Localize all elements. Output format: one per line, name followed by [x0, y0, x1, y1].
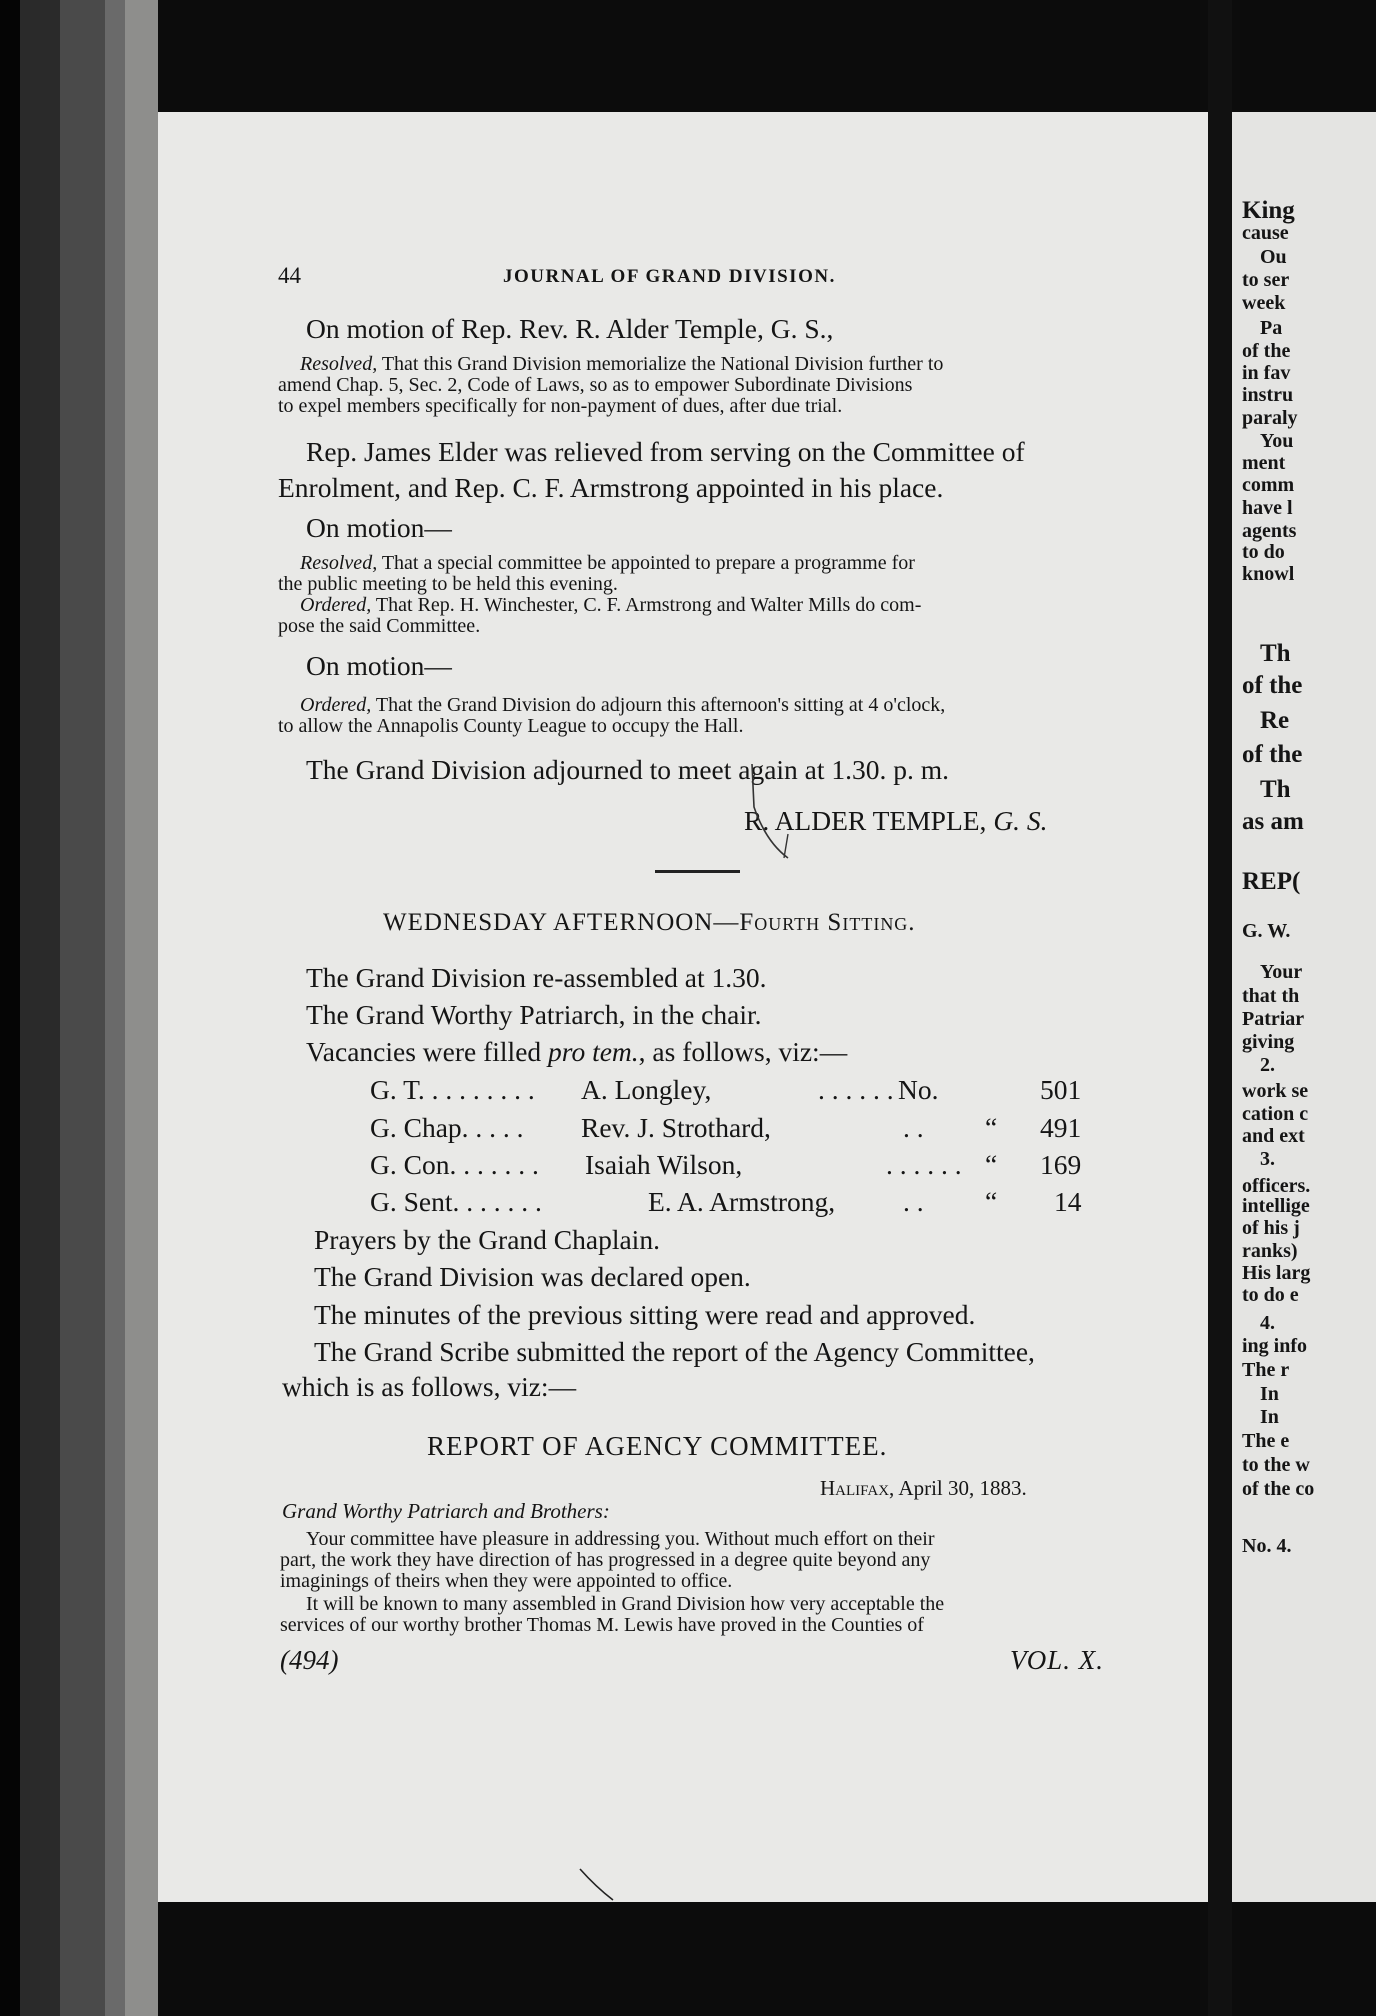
- dots-cell: . .: [903, 1112, 924, 1143]
- adjournment-line: The Grand Division adjourned to meet again at 1.30. p. m.: [306, 754, 950, 785]
- name-cell: Isaiah Wilson,: [585, 1149, 743, 1180]
- left-page: [158, 112, 1208, 1902]
- right-page-line: intellige: [1242, 1195, 1310, 1217]
- report-line: services of our worthy brother Thomas M. Lewis have proved in the Counties of: [280, 1614, 924, 1636]
- resolution-line: the public meeting to be held this evening.: [278, 573, 618, 595]
- right-page-line: You: [1260, 430, 1294, 452]
- right-page-line: of the: [1242, 340, 1291, 362]
- section-heading-main: WEDNESDAY AFTERNOON—: [383, 909, 740, 936]
- paragraph-line: The Grand Division was declared open.: [314, 1261, 751, 1292]
- name-cell: A. Longley,: [581, 1074, 712, 1105]
- right-page-line: ing info: [1242, 1335, 1308, 1357]
- scan-border: [0, 0, 20, 2016]
- order-text: That Rep. H. Winchester, C. F. Armstrong and Walter Mills do com-: [375, 594, 922, 616]
- ordered-word: Ordered,: [300, 694, 372, 716]
- pencil-mark: [578, 1867, 618, 1902]
- report-line: Your committee have pleasure in addressing you. Without much effort on their: [306, 1528, 935, 1550]
- order-line: pose the said Committee.: [278, 615, 481, 637]
- report-salutation: Grand Worthy Patriarch and Brothers:: [282, 1499, 610, 1523]
- resolution-line: [300, 552, 915, 575]
- right-page-line: that th: [1242, 985, 1300, 1007]
- right-page-line: REP(: [1242, 868, 1301, 895]
- right-page-line: to do e: [1242, 1284, 1299, 1306]
- number-cell: 169: [1040, 1149, 1082, 1180]
- dots-cell: . .: [903, 1186, 924, 1217]
- paragraph-line: Prayers by the Grand Chaplain.: [314, 1224, 660, 1255]
- right-page-line: cation c: [1242, 1103, 1309, 1125]
- right-page-line: comm: [1242, 474, 1295, 496]
- right-page-line: have l: [1242, 497, 1293, 519]
- vacancies-intro-text: Vacancies were filled: [306, 1036, 542, 1067]
- right-page-line: of the co: [1242, 1478, 1315, 1500]
- right-page-line: to the w: [1242, 1454, 1310, 1476]
- section-heading: [383, 909, 916, 937]
- right-page-line: 4.: [1260, 1312, 1275, 1334]
- report-line: imaginings of theirs when they were appointed to office.: [280, 1570, 733, 1592]
- office-cell: G. Sent. . . . . . .: [370, 1186, 542, 1217]
- report-dateline: [820, 1477, 1027, 1500]
- right-page-line: giving: [1242, 1031, 1295, 1053]
- right-page-line: as am: [1242, 808, 1304, 835]
- right-page-line: week: [1242, 292, 1286, 314]
- ordered-word: Ordered,: [300, 594, 372, 616]
- section-heading-sub: Fourth Sitting.: [739, 909, 916, 936]
- mark-cell: “: [985, 1149, 998, 1180]
- resolved-word: Resolved,: [300, 552, 378, 574]
- right-page-line: Ou: [1260, 246, 1287, 268]
- right-page-line: Pa: [1260, 317, 1283, 339]
- right-page-line: 2.: [1260, 1054, 1275, 1076]
- number-cell: 14: [1054, 1186, 1082, 1217]
- vacancies-intro-rest: , as follows, viz:—: [638, 1036, 848, 1067]
- book-edge: [60, 0, 105, 2016]
- right-page-line: agents: [1242, 520, 1297, 542]
- motion-intro: On motion—: [306, 512, 452, 543]
- paragraph-line: Rep. James Elder was relieved from serving on the Committee of: [306, 436, 1025, 467]
- number-cell: 491: [1040, 1112, 1082, 1143]
- mark-cell: “: [985, 1186, 998, 1217]
- right-page-line: to do: [1242, 541, 1285, 563]
- motion-intro: On motion of Rep. Rev. R. Alder Temple, G. S.,: [306, 313, 834, 344]
- right-page-line: Th: [1260, 640, 1291, 667]
- book-spine-shadow: [20, 0, 60, 2016]
- office-cell: G. T. . . . . . . . .: [370, 1074, 535, 1105]
- mark-cell: “: [985, 1112, 998, 1143]
- right-page-fragment: [1232, 112, 1376, 1902]
- right-page-line: ranks): [1242, 1240, 1298, 1262]
- report-line: It will be known to many assembled in Grand Division how very acceptable the: [306, 1593, 945, 1615]
- right-page-line: His larg: [1242, 1262, 1311, 1284]
- order-line: to allow the Annapolis County League to occupy the Hall.: [278, 715, 744, 737]
- resolved-word: Resolved,: [300, 353, 378, 375]
- right-page-line: cause: [1242, 222, 1289, 244]
- order-line: [300, 594, 921, 617]
- page-edges: [105, 0, 125, 2016]
- right-page-line: No. 4.: [1242, 1535, 1292, 1557]
- resolution-line: amend Chap. 5, Sec. 2, Code of Laws, so as to empower Subordinate Divisions: [278, 374, 913, 396]
- right-page-line: ment: [1242, 452, 1286, 474]
- right-page-line: Patriar: [1242, 1008, 1305, 1030]
- right-page-line: The r: [1242, 1359, 1290, 1381]
- resolution-text: That this Grand Division memorialize the National Division further to: [381, 353, 944, 375]
- page-edges-inner: [125, 0, 158, 2016]
- paragraph-line: The Grand Division re-assembled at 1.30.: [306, 962, 767, 993]
- report-place: Halifax,: [820, 1476, 895, 1500]
- right-page-line: to ser: [1242, 269, 1290, 291]
- order-line: [300, 694, 945, 717]
- signature-name: R. ALDER TEMPLE,: [744, 805, 987, 836]
- name-cell: E. A. Armstrong,: [648, 1186, 836, 1217]
- paragraph-line: Enrolment, and Rep. C. F. Armstrong appointed in his place.: [278, 472, 944, 503]
- right-page-line: In: [1260, 1383, 1279, 1405]
- paragraph-line: The Grand Scribe submitted the report of the Agency Committee,: [314, 1336, 1035, 1367]
- report-date: April 30, 1883.: [898, 1476, 1027, 1500]
- pencil-mark: [748, 762, 798, 862]
- right-page-line: paraly: [1242, 407, 1298, 429]
- vacancies-intro-italic: pro tem.: [548, 1036, 639, 1067]
- number-cell: 501: [1040, 1074, 1082, 1105]
- name-cell: Rev. J. Strothard,: [581, 1112, 771, 1143]
- right-page-line: King: [1242, 197, 1295, 224]
- office-cell: G. Chap. . . . .: [370, 1112, 524, 1143]
- right-page-line: Re: [1260, 707, 1290, 734]
- motion-intro: On motion—: [306, 650, 452, 681]
- right-page-line: Your: [1260, 961, 1303, 983]
- right-page-line: of the: [1242, 741, 1303, 768]
- footer-left: (494): [280, 1645, 339, 1675]
- right-page-line: instru: [1242, 384, 1294, 406]
- right-page-line: work se: [1242, 1080, 1309, 1102]
- paragraph-line: The minutes of the previous sitting were read and approved.: [314, 1299, 976, 1330]
- gutter: [1208, 0, 1232, 2016]
- right-page-line: Th: [1260, 776, 1291, 803]
- resolution-line: [300, 353, 943, 376]
- right-page-line: G. W.: [1242, 920, 1291, 942]
- vacancies-intro: [306, 1036, 847, 1068]
- right-page-line: knowl: [1242, 563, 1295, 585]
- report-line: part, the work they have direction of has progressed in a degree quite beyond any: [280, 1549, 931, 1571]
- resolution-line: to expel members specifically for non-payment of dues, after due trial.: [278, 395, 843, 417]
- paragraph-line: which is as follows, viz:—: [282, 1371, 577, 1402]
- paragraph-line: The Grand Worthy Patriarch, in the chair.: [306, 999, 762, 1030]
- order-text: That the Grand Division do adjourn this afternoon's sitting at 4 o'clock,: [375, 694, 946, 716]
- right-page-line: in fav: [1242, 362, 1291, 384]
- resolution-text: That a special committee be appointed to prepare a programme for: [381, 552, 915, 574]
- right-page-line: The e: [1242, 1430, 1290, 1452]
- right-page-line: In: [1260, 1406, 1279, 1428]
- dots-cell: . . . . . .: [886, 1149, 962, 1180]
- right-page-line: and ext: [1242, 1125, 1305, 1147]
- office-cell: G. Con. . . . . . .: [370, 1149, 539, 1180]
- right-page-line: 3.: [1260, 1148, 1275, 1170]
- right-page-line: officers.: [1242, 1175, 1311, 1197]
- running-head: JOURNAL OF GRAND DIVISION.: [503, 266, 836, 287]
- dots-cell: . . . . . .: [818, 1074, 894, 1105]
- page-number: 44: [278, 263, 301, 288]
- signature-title: G. S.: [993, 805, 1048, 836]
- right-page-line: of the: [1242, 672, 1303, 699]
- mark-cell: No.: [898, 1074, 939, 1105]
- right-page-line: of his j: [1242, 1217, 1300, 1239]
- section-divider: [655, 870, 740, 873]
- report-title: REPORT OF AGENCY COMMITTEE.: [427, 1431, 888, 1461]
- footer-right: VOL. X.: [1010, 1645, 1104, 1675]
